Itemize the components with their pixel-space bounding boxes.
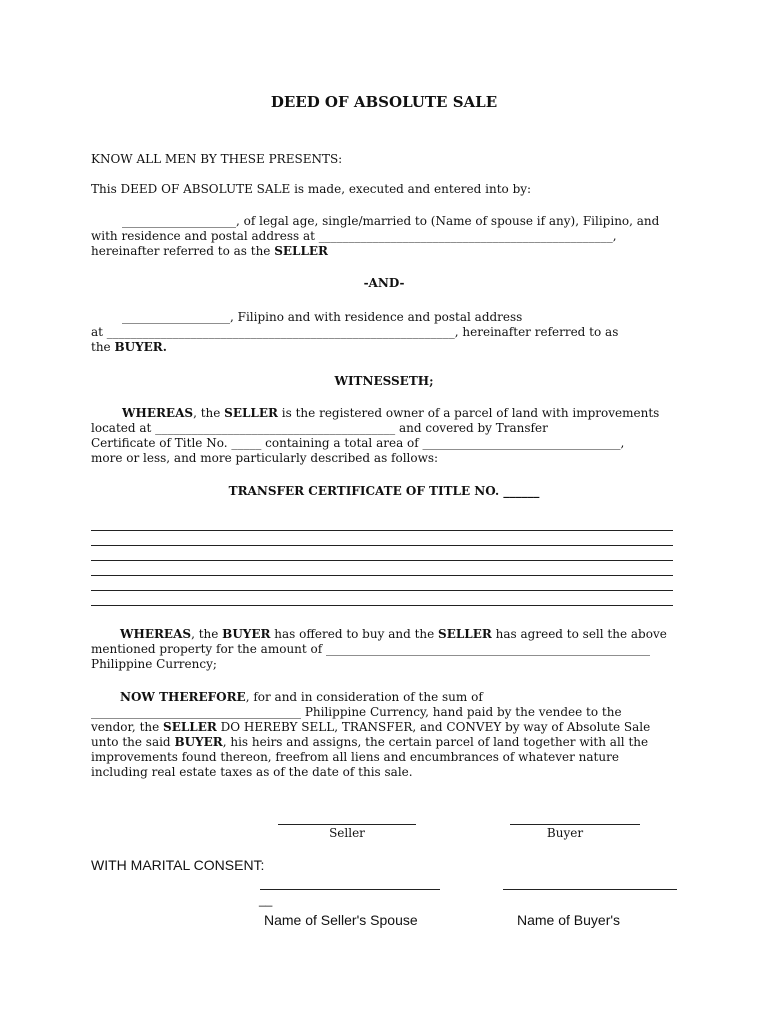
whereas1-line-1 (122, 406, 659, 421)
whereas1-line-2: located at ________________________________________ and covered by Transfer (91, 421, 548, 435)
marital-consent-heading: WITH MARITAL CONSENT: (91, 857, 265, 873)
whereas2-line-2: mentioned property for the amount of ______________________________________________________ (91, 642, 651, 656)
seller-spouse-line-tail: __ (259, 893, 273, 907)
buyer-label: BUYER. (114, 340, 167, 354)
witnesseth-heading: WITNESSETH; (334, 374, 434, 388)
description-line (91, 605, 673, 606)
buyer-spouse-label: Name of Buyer's (517, 912, 621, 928)
description-line (91, 545, 673, 546)
seller-spouse-signature-line (260, 889, 440, 890)
seller-line-3-text: hereinafter referred to as the (91, 244, 275, 258)
now-therefore-line-4 (91, 735, 648, 750)
now-therefore-line-5: improvements found thereon, freefrom all liens and encumbrances of whatever nature (91, 750, 619, 764)
description-line (91, 560, 673, 561)
now-therefore-text-c: DO HEREBY SELL, TRANSFER, and CONVEY by way of Absolute Sale (216, 720, 651, 734)
whereas2-seller: SELLER (438, 627, 492, 641)
document-title: DEED OF ABSOLUTE SALE (270, 93, 498, 111)
whereas2-text-a: , the (191, 627, 223, 641)
now-therefore-line-6: including real estate taxes as of the date of this sale. (91, 765, 413, 779)
whereas1-line-4: more or less, and more particularly described as follows: (91, 451, 439, 465)
seller-label: SELLER (274, 244, 329, 258)
now-therefore-text-b: vendor, the (91, 720, 164, 734)
whereas1-text-b: is the registered owner of a parcel of land with improvements (277, 406, 660, 420)
tct-heading: TRANSFER CERTIFICATE OF TITLE NO. ______ (228, 484, 540, 498)
buyer-line-2: at __________________________________________________________, hereinafter referred to as (91, 325, 619, 339)
intro-know-all-men: KNOW ALL MEN BY THESE PRESENTS: (91, 152, 343, 166)
buyer-line-1: __________________, Filipino and with residence and postal address (122, 310, 523, 324)
whereas1-line-3: Certificate of Title No. _____ containing a total area of _________________________________, (91, 436, 625, 450)
whereas2-line-1 (120, 627, 667, 642)
buyer-signature-line (510, 824, 640, 825)
now-therefore-text-e: , his heirs and assigns, the certain parcel of land together with all the (222, 735, 649, 749)
now-therefore-seller: SELLER (163, 720, 217, 734)
seller-signature-line (278, 824, 416, 825)
now-therefore-line-2: ___________________________________ Philippine Currency, hand paid by the vendee to the (91, 705, 622, 719)
whereas1-keyword: WHEREAS (122, 406, 194, 420)
buyer-line-3-text: the (91, 340, 115, 354)
seller-signature-label: Seller (329, 826, 365, 840)
now-therefore-line-3 (91, 720, 650, 735)
description-line (91, 575, 673, 576)
now-therefore-line-1 (120, 690, 483, 705)
buyer-spouse-signature-line (503, 889, 677, 890)
seller-line-3 (91, 244, 328, 259)
and-separator: -AND- (363, 276, 405, 290)
whereas2-text-b: has offered to buy and the (270, 627, 439, 641)
now-therefore-text-a: , for and in consideration of the sum of (245, 690, 483, 704)
description-line (91, 530, 673, 531)
now-therefore-keyword: NOW THEREFORE (120, 690, 246, 704)
whereas1-text-a: , the (193, 406, 225, 420)
buyer-signature-label: Buyer (546, 826, 584, 840)
whereas2-buyer: BUYER (222, 627, 271, 641)
now-therefore-buyer: BUYER (174, 735, 223, 749)
buyer-line-3 (91, 340, 167, 355)
seller-line-2: with residence and postal address at _________________________________________________, (91, 229, 617, 243)
intro-deed-statement: This DEED OF ABSOLUTE SALE is made, executed and entered into by: (91, 182, 532, 196)
seller-spouse-label: Name of Seller's Spouse (264, 912, 418, 928)
whereas2-text-c: has agreed to sell the above (491, 627, 667, 641)
seller-line-1: ___________________, of legal age, single/married to (Name of spouse if any), Filipino, and (122, 214, 660, 228)
whereas2-keyword: WHEREAS (120, 627, 192, 641)
description-line (91, 590, 673, 591)
whereas1-seller: SELLER (224, 406, 278, 420)
now-therefore-text-d: unto the said (91, 735, 175, 749)
whereas2-line-3: Philippine Currency; (91, 657, 217, 671)
